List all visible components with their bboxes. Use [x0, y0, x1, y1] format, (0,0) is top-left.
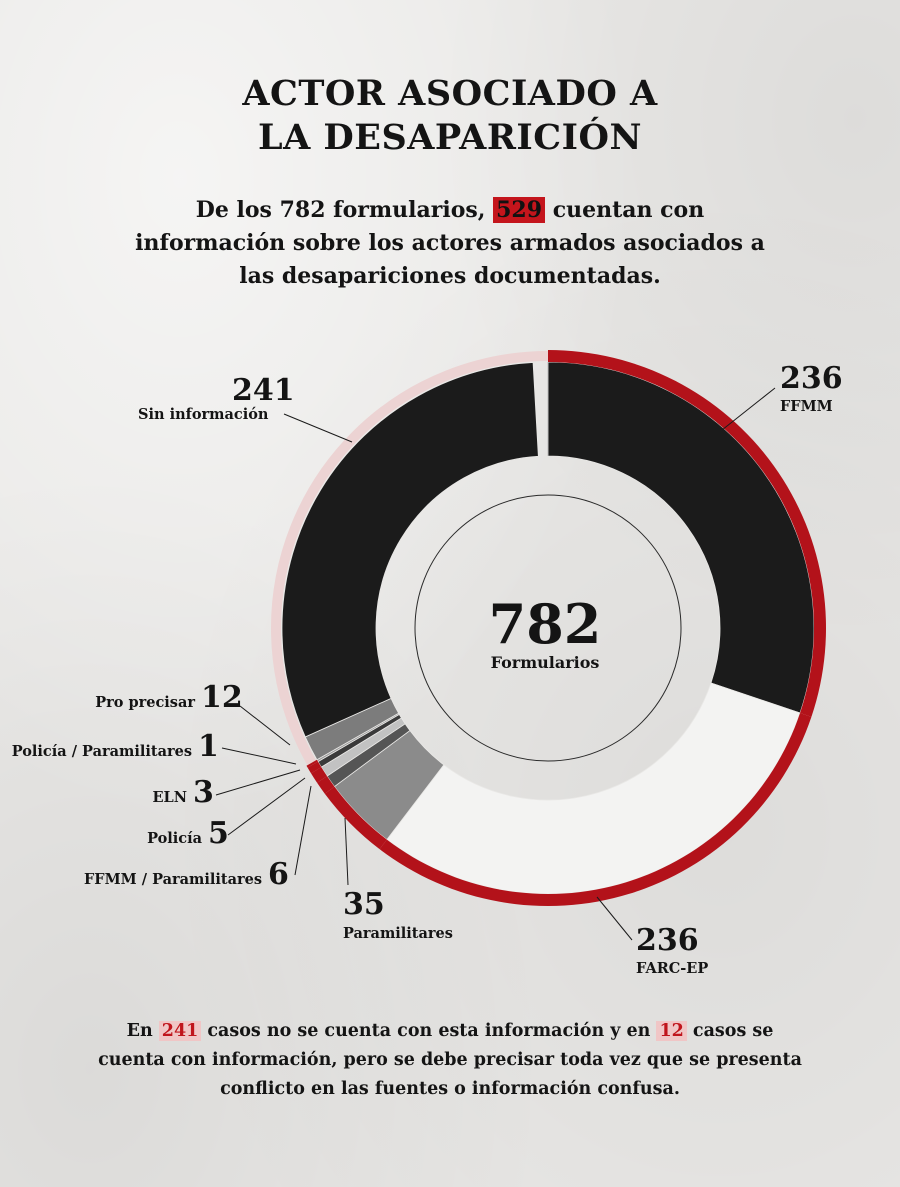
title-line-1: ACTOR ASOCIADO A	[242, 73, 658, 114]
leader-ffmm_param	[295, 786, 311, 875]
leader-sin_info	[284, 414, 352, 442]
value-label-ffmm: 236	[780, 361, 843, 396]
leader-precisar	[240, 706, 290, 745]
category-label-eln: ELN	[152, 789, 187, 806]
title-line-2: LA DESAPARICIÓN	[257, 117, 642, 158]
value-label-precisar: 12	[201, 680, 243, 715]
slice-sin_info	[282, 362, 538, 736]
leader-paramil	[345, 818, 348, 885]
footer-highlight-241: 241	[159, 1021, 202, 1041]
leader-pol_param	[222, 748, 296, 764]
footer-part-1: En	[126, 1021, 159, 1041]
category-label-ffmm_param: FFMM / Paramilitares	[83, 871, 262, 888]
footer-note	[95, 1017, 805, 1104]
value-label-paramil: 35	[343, 887, 385, 922]
category-label-policia: Policía	[147, 830, 202, 847]
intro-part-1: De los 782 formularios,	[195, 197, 494, 223]
leader-ffmm	[722, 388, 775, 430]
footer-part-2: casos no se cuenta con esta información y en	[201, 1021, 657, 1041]
leader-farc	[597, 897, 632, 940]
category-label-precisar: Pro precisar	[95, 694, 195, 711]
value-label-ffmm_param: 6	[268, 857, 289, 892]
category-label-sin_info: Sin información	[138, 406, 269, 423]
category-label-farc: FARC-EP	[636, 960, 709, 977]
center-total: 782	[488, 592, 602, 656]
value-label-eln: 3	[193, 775, 214, 810]
footer-part-3: casos se cuenta con información, pero se debe precisar toda vez que se presenta conflicto en las fuentes o información confusa.	[98, 1021, 802, 1099]
intro-part-2: cuentan con información sobre los actores armados asociados a las desapariciones documentadas.	[135, 197, 765, 289]
category-label-paramil: Paramilitares	[343, 925, 453, 942]
footer-highlight-12: 12	[656, 1021, 686, 1041]
category-label-pol_param: Policía / Paramilitares	[11, 743, 192, 760]
value-label-farc: 236	[636, 923, 699, 958]
slice-farc	[387, 683, 800, 894]
intro-highlight-529: 529	[493, 197, 545, 223]
leader-policia	[228, 778, 305, 835]
category-label-ffmm: FFMM	[780, 398, 833, 415]
center-label: Formularios	[490, 653, 600, 672]
value-label-pol_param: 1	[198, 729, 219, 764]
value-label-sin_info: 241	[232, 373, 295, 408]
value-label-policia: 5	[208, 816, 229, 851]
